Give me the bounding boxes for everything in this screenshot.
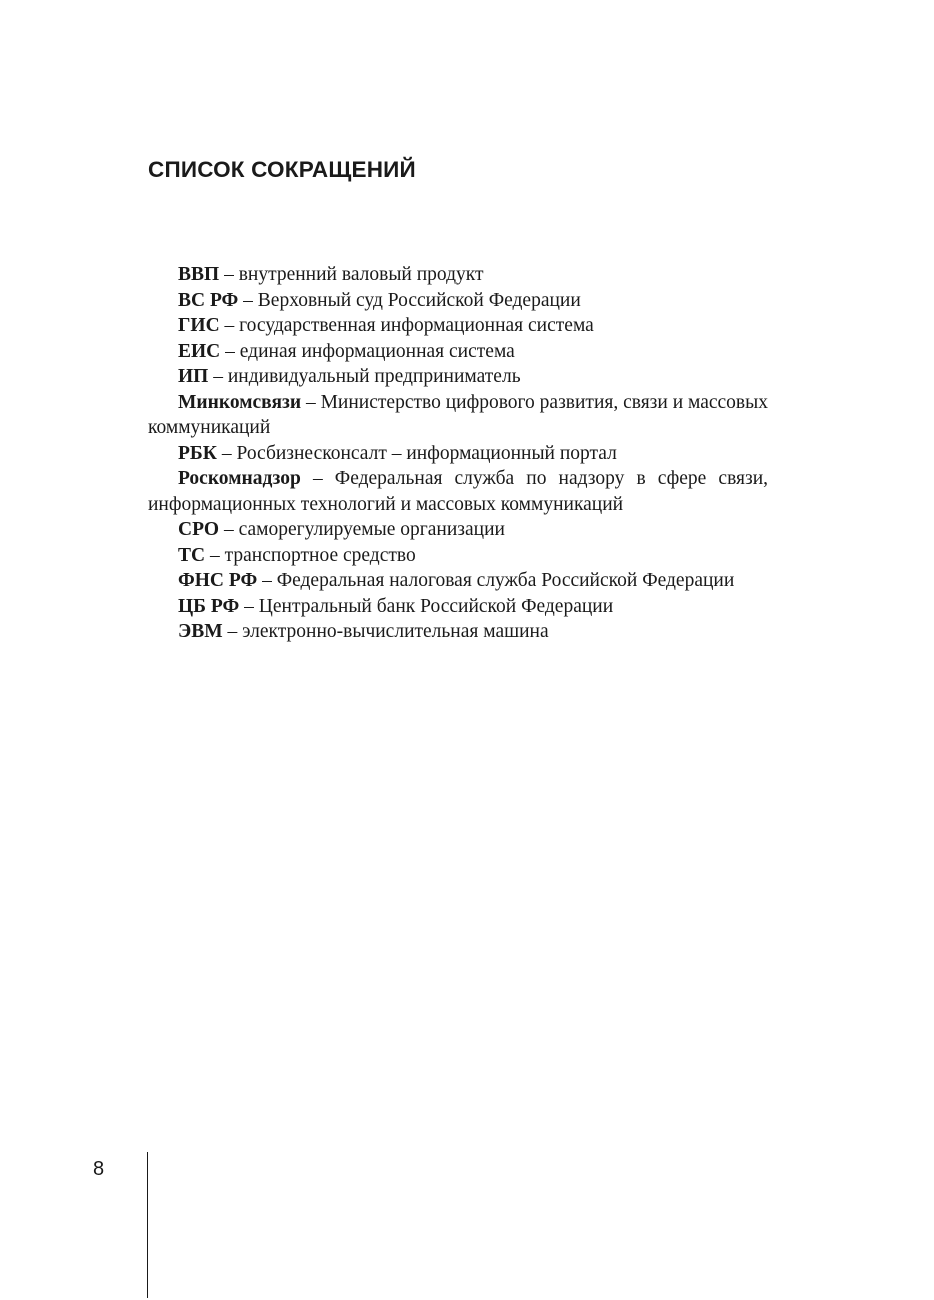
- page-number: 8: [93, 1158, 105, 1180]
- margin-rule: [147, 1152, 148, 1298]
- abbreviation-item: [148, 288, 768, 314]
- abbreviation-term: РБК: [178, 442, 217, 464]
- abbreviation-separator: –: [301, 391, 321, 413]
- abbreviation-item: [148, 339, 768, 365]
- abbreviation-item: [148, 390, 768, 441]
- abbreviation-separator: –: [239, 595, 259, 617]
- abbreviation-separator: –: [222, 621, 243, 642]
- abbreviation-item: [148, 568, 768, 594]
- abbreviation-separator: –: [219, 264, 239, 285]
- abbreviation-definition: Федеральная служба по надзору в сфере связи, информационных технологий и массовых коммуникаций: [148, 468, 769, 515]
- abbreviation-definition: транспортное средство: [224, 544, 416, 566]
- abbreviation-item: [148, 364, 768, 390]
- abbreviation-definition: Центральный банк Российской Федерации: [258, 595, 614, 617]
- abbreviation-term: ТС: [178, 544, 206, 566]
- abbreviation-term: СРО: [178, 519, 220, 540]
- abbreviation-definition: Министерство цифрового развития, связи и массовых коммуникаций: [148, 391, 768, 438]
- abbreviation-item: [148, 441, 768, 467]
- abbreviation-definition: саморегулируемые организации: [238, 519, 505, 540]
- page-title: СПИСОК СОКРАЩЕНИЙ: [148, 157, 416, 182]
- abbreviation-item: [148, 517, 768, 543]
- abbreviation-term: ИП: [178, 366, 209, 387]
- abbreviation-definition: государственная информационная система: [239, 315, 594, 336]
- abbreviation-definition: Росбизнесконсалт – информационный портал: [236, 442, 617, 464]
- abbreviation-item: [148, 466, 768, 517]
- abbreviation-separator: –: [300, 468, 335, 489]
- abbreviation-definition: Верховный суд Российской Федерации: [257, 289, 581, 311]
- abbreviation-item: [148, 313, 768, 339]
- abbreviation-term: ГИС: [178, 315, 220, 336]
- abbreviation-term: ЦБ РФ: [178, 595, 240, 617]
- abbreviation-item: [148, 262, 768, 288]
- abbreviation-term: ВВП: [178, 264, 220, 285]
- abbreviation-separator: –: [219, 519, 239, 540]
- abbreviation-separator: –: [238, 289, 258, 311]
- abbreviation-term: Роскомнадзор: [178, 468, 301, 489]
- abbreviation-definition: Федеральная налоговая служба Российской Федерации: [276, 570, 735, 591]
- abbreviation-separator: –: [205, 544, 225, 566]
- abbreviation-separator: –: [257, 570, 277, 591]
- abbreviation-separator: –: [220, 340, 240, 362]
- abbreviation-separator: –: [208, 366, 228, 387]
- abbreviation-definition: единая информационная система: [239, 340, 515, 362]
- abbreviation-definition: электронно-вычислительная машина: [242, 621, 549, 642]
- abbreviation-term: ЭВМ: [178, 621, 223, 642]
- abbreviation-separator: –: [219, 315, 240, 336]
- abbreviation-term: Минкомсвязи: [178, 391, 302, 413]
- abbreviation-separator: –: [216, 442, 237, 464]
- abbreviation-term: ЕИС: [178, 340, 221, 362]
- abbreviation-definition: индивидуальный предприниматель: [227, 366, 521, 387]
- abbreviation-term: ВС РФ: [178, 289, 239, 311]
- abbreviation-item: [148, 594, 768, 620]
- abbreviation-definition: внутренний валовый продукт: [238, 264, 484, 285]
- abbreviation-item: [148, 543, 768, 569]
- abbreviation-term: ФНС РФ: [178, 570, 258, 591]
- abbreviation-list: [148, 262, 768, 645]
- abbreviation-item: [148, 619, 768, 645]
